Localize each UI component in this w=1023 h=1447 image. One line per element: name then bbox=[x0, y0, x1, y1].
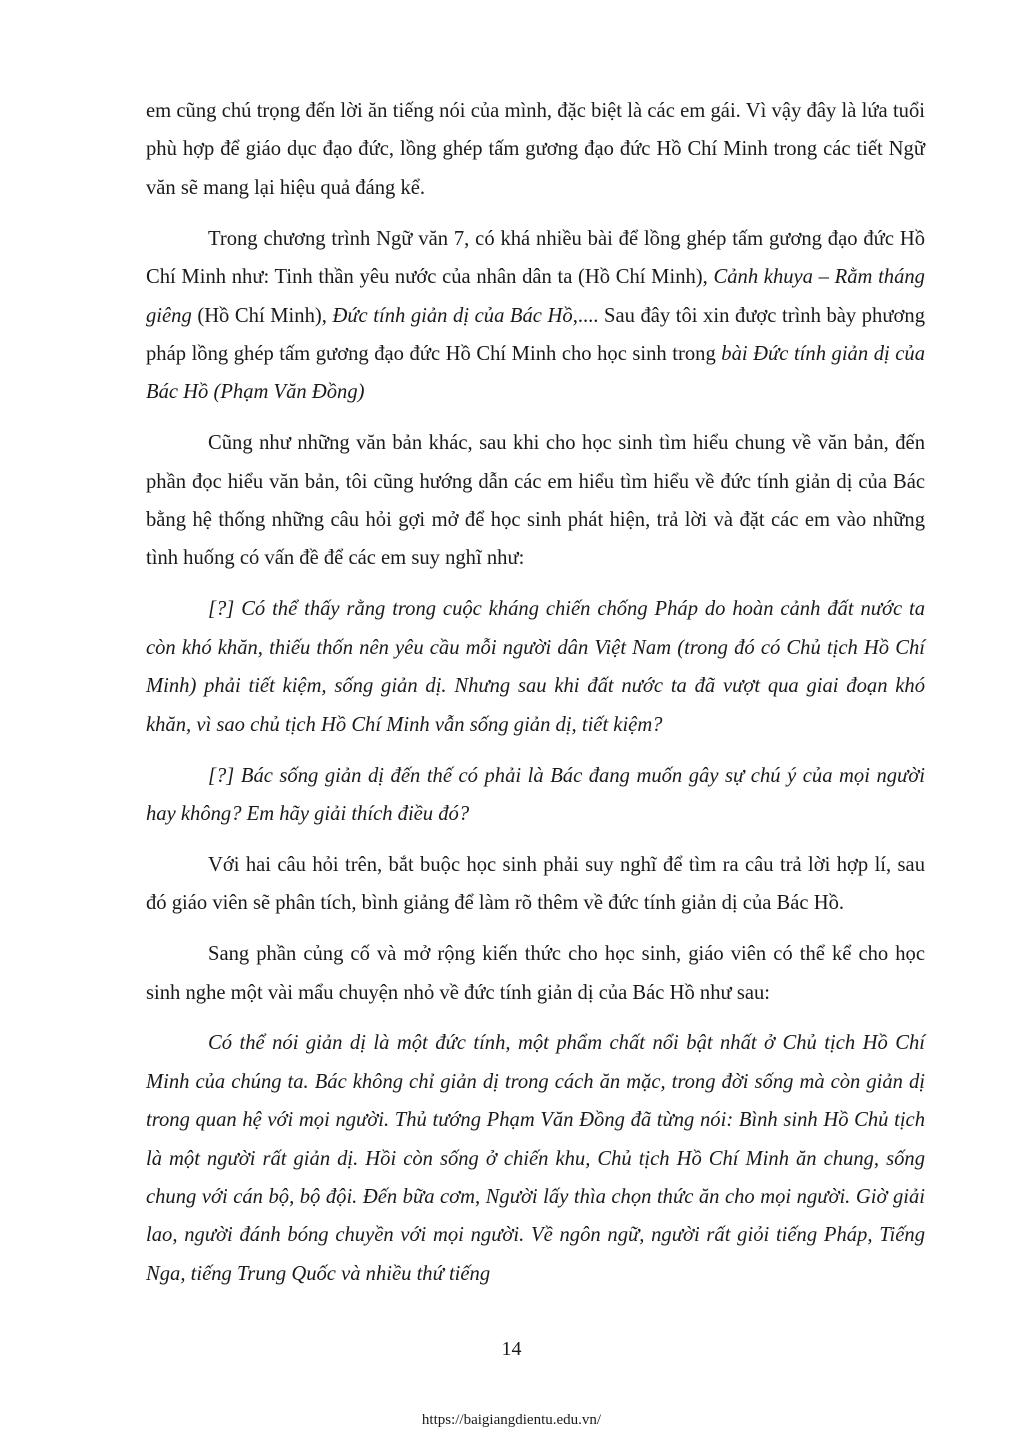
italic-text-run: Cảnh khuya – Rằm tháng giêng bbox=[146, 266, 925, 327]
paragraph bbox=[146, 935, 925, 1012]
footer-url: https://baigiangdientu.edu.vn/ bbox=[421, 1412, 602, 1428]
italic-text-run: Có thể nói giản dị là một đức tính, một phẩm chất nổi bật nhất ở Chủ tịch Hồ Chí Minh của chúng ta. Bác không chỉ giản dị trong cách ăn mặc, trong đời sống mà còn giản dị trong quan hệ với mọi người. Thủ tướng Phạm Văn Đồng đã từng nói: Bình sinh Hồ Chủ tịch là một người rất giản dị. Hồi còn sống ở chiến khu, Chủ tịch Hồ Chí Minh ăn chung, sống chung với cán bộ, bộ đội. Đến bữa cơm, Người lấy thìa chọn thức ăn cho mọi người. Giờ giải lao, người đánh bóng chuyền với mọi người. Về ngôn ngữ, người rất giỏi tiếng Pháp, Tiếng Nga, tiếng Trung Quốc và nhiều thứ tiếng bbox=[146, 1032, 925, 1285]
text-run: Với hai câu hỏi trên, bắt buộc học sinh phải suy nghĩ để tìm ra câu trả lời hợp lí, sau đó giáo viên sẽ phân tích, bình giảng để làm rõ thêm về đức tính giản dị của Bác Hồ. bbox=[146, 853, 925, 915]
paragraph bbox=[146, 846, 925, 923]
document-body bbox=[146, 92, 925, 1306]
paragraph bbox=[146, 1024, 925, 1293]
text-run: Cũng như những văn bản khác, sau khi cho học sinh tìm hiểu chung về văn bản, đến phần đọc hiểu văn bản, tôi cũng hướng dẫn các em hiểu tìm hiểu về đức tính giản dị của Bác bằng hệ thống những câu hỏi gợi mở để học sinh phát hiện, trả lời và đặt các em vào những tình huống có vấn đề để các em suy nghĩ như: bbox=[146, 432, 925, 570]
text-run: em cũng chú trọng đến lời ăn tiếng nói của mình, đặc biệt là các em gái. Vì vậy đây là lứa tuổi phù hợp để giáo dục đạo đức, lồng ghép tấm gương đạo đức Hồ Chí Minh trong các tiết Ngữ văn sẽ mang lại hiệu quả đáng kể. bbox=[146, 100, 925, 199]
page-number: 14 bbox=[501, 1338, 522, 1360]
paragraph bbox=[146, 424, 925, 578]
paragraph bbox=[146, 590, 925, 744]
paragraph bbox=[146, 220, 925, 412]
text-run: (Hồ Chí Minh), bbox=[191, 304, 333, 327]
italic-text-run: Đức tính giản dị của Bác Hồ bbox=[332, 304, 573, 327]
italic-text-run: [?] Có thể thấy rằng trong cuộc kháng chiến chống Pháp do hoàn cảnh đất nước ta còn khó khăn, thiếu thốn nên yêu cầu mỗi người dân Việt Nam (trong đó có Chủ tịch Hồ Chí Minh) phải tiết kiệm, sống giản dị. Nhưng sau khi đất nước ta đã vượt qua giai đoạn khó khăn, vì sao chủ tịch Hồ Chí Minh vẫn sống giản dị, tiết kiệm? bbox=[146, 598, 925, 736]
text-run: Trong chương trình Ngữ văn 7, có khá nhiều bài để lồng ghép tấm gương đạo đức Hồ Chí Minh như: Tinh thần yêu nước của nhân dân ta (Hồ Chí Minh), bbox=[146, 227, 925, 289]
paragraph bbox=[146, 757, 925, 834]
italic-text-run: bài Đức tính giản dị của Bác Hồ (Phạm Văn Đồng) bbox=[146, 342, 925, 404]
italic-text-run: [?] Bác sống giản dị đến thế có phải là Bác đang muốn gây sự chú ý của mọi người hay không? Em hãy giải thích điều đó? bbox=[146, 764, 925, 825]
paragraph bbox=[146, 92, 925, 207]
text-run: ,.... Sau đây tôi xin được trình bày phương pháp lồng ghép tấm gương đạo đức Hồ Chí Minh cho học sinh trong bbox=[146, 304, 925, 365]
text-run: Sang phần củng cố và mở rộng kiến thức cho học sinh, giáo viên có thể kể cho học sinh nghe một vài mẩu chuyện nhỏ về đức tính giản dị của Bác Hồ như sau: bbox=[146, 943, 925, 1004]
